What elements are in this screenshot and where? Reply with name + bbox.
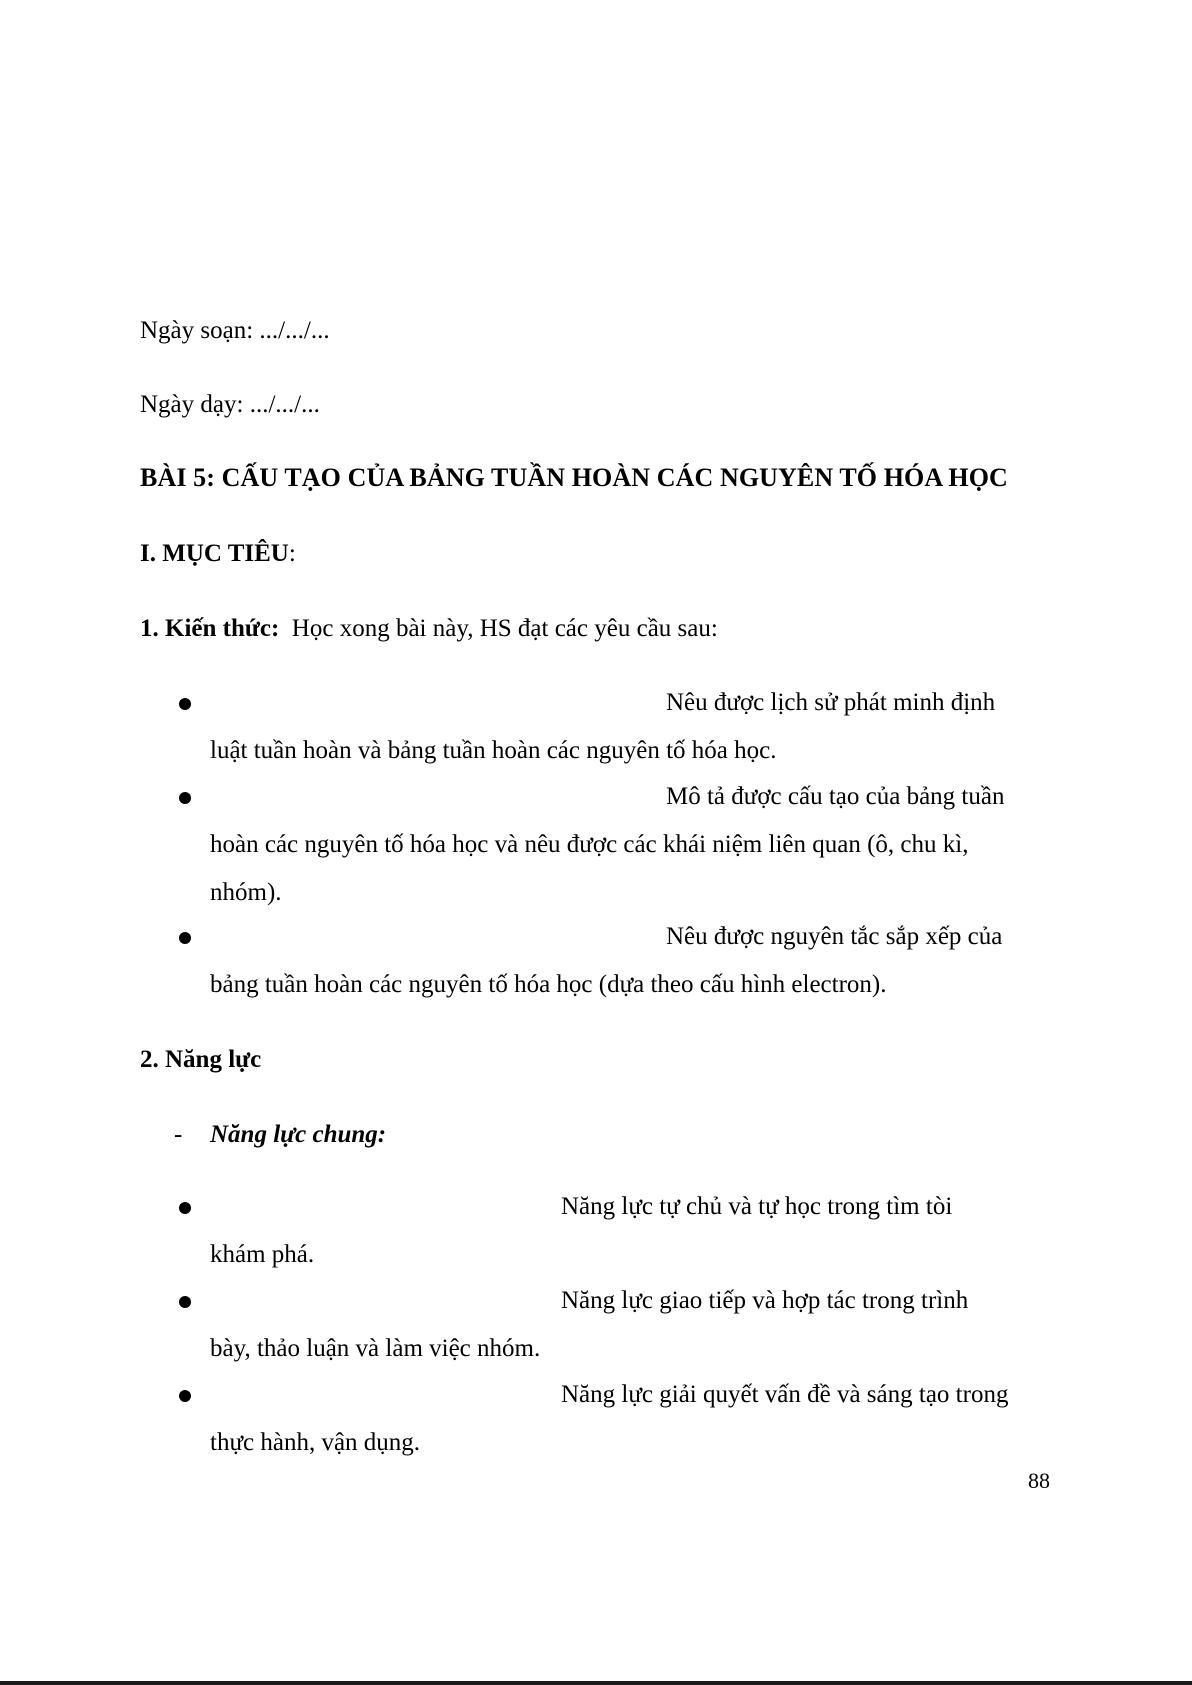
knowledge-item-3-line1: Nêu được nguyên tắc sắp xếp của [666,923,1003,950]
knowledge-item-2-line3: nhóm). [210,879,282,906]
bottom-border [0,1681,1192,1685]
bullet-dot-icon [179,792,191,804]
section-heading-colon: : [288,540,296,567]
page-number: 88 [1028,1468,1050,1493]
competency-item-3-line1: Năng lực giải quyết vấn đề và sáng tạo trong [561,1381,1009,1408]
knowledge-item-1-line1: Nêu được lịch sử phát minh định [666,689,996,716]
knowledge-item-2-line1: Mô tả được cấu tạo của bảng tuần [666,783,1005,810]
section-heading-objectives [140,541,296,566]
bullet-dot-icon [179,1202,191,1214]
competency-item-2-line2: bày, thảo luận và làm việc nhóm. [210,1335,541,1362]
knowledge-item-1-line2: luật tuần hoàn và bảng tuần hoàn các nguyên tố hóa học. [210,737,777,764]
competency-item-1-line2: khám phá. [210,1241,315,1268]
bullet-dot-icon [179,1390,191,1402]
knowledge-label: 1. Kiến thức: [140,615,280,642]
general-competency-label: Năng lực chung: [210,1121,387,1148]
general-competency-dash: - [174,1121,183,1148]
bullet-dot-icon [179,1296,191,1308]
bullet-dot-icon [179,932,191,944]
knowledge-intro: Học xong bài này, HS đạt các yêu cầu sau: [291,615,718,642]
competency-heading: 2. Năng lực [140,1046,262,1073]
teach-date: Ngày dạy: .../.../... [140,391,320,418]
section-heading-text: I. MỤC TIÊU [140,540,289,567]
knowledge-item-3-line2: bảng tuần hoàn các nguyên tố hóa học (dựa theo cấu hình electron). [210,971,887,998]
knowledge-heading [140,616,718,641]
competency-item-2-line1: Năng lực giao tiếp và hợp tác trong trình [561,1287,969,1314]
competency-item-1-line1: Năng lực tự chủ và tự học trong tìm tòi [561,1193,953,1220]
competency-item-3-line2: thực hành, vận dụng. [210,1429,421,1456]
knowledge-item-2-line2: hoàn các nguyên tố hóa học và nêu được các khái niệm liên quan (ô, chu kì, [210,831,969,858]
lesson-title: BÀI 5: CẤU TẠO CỦA BẢNG TUẦN HOÀN CÁC NGUYÊN TỐ HÓA HỌC [140,463,1008,492]
prep-date: Ngày soạn: .../.../... [140,317,330,344]
bullet-dot-icon [179,698,191,710]
